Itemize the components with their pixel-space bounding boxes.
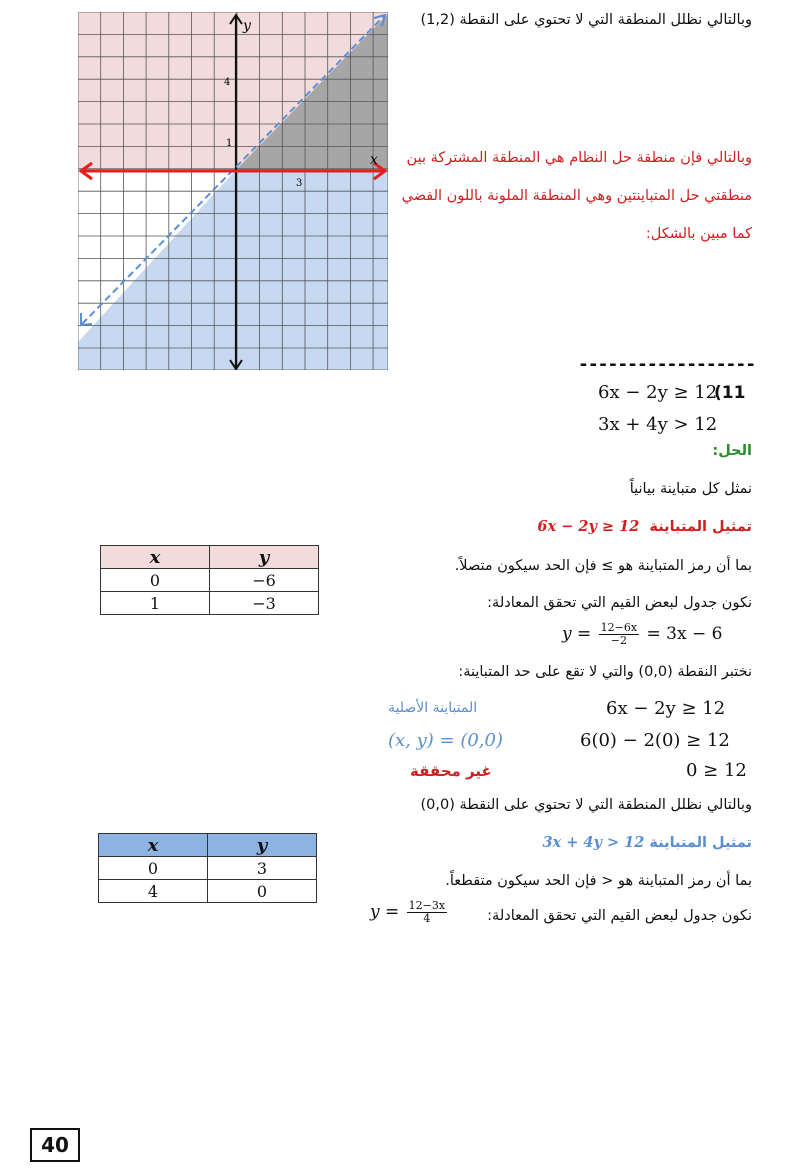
table-row bbox=[101, 592, 319, 615]
inequality-2: 3x + 4y > 12 bbox=[598, 414, 718, 435]
page-number: 40 bbox=[30, 1128, 80, 1162]
tick-x3: 3 bbox=[296, 178, 303, 189]
table-cell: −3 bbox=[210, 592, 319, 615]
graph-svg bbox=[78, 12, 390, 372]
equation-2-fraction: $\frac{12-3x}{4}$ bbox=[408, 899, 446, 925]
table-row bbox=[101, 569, 319, 592]
red-text-line-2: منطقتي حل المتباينتين وهي المنطقة الملونة باللون الفضي bbox=[401, 188, 752, 204]
table-cell: −6 bbox=[210, 569, 319, 592]
equation-1-fraction: $\frac{12-6x}{-2}$ bbox=[600, 621, 638, 647]
coordinate-graph bbox=[78, 12, 390, 372]
since-text-1: بما أن رمز المتباينة هو ≥ فإن الحد سيكون متصلاً. bbox=[454, 558, 752, 574]
table-cell: 1 bbox=[101, 592, 210, 615]
table-1-header-row bbox=[101, 546, 319, 569]
inequality-1: 6x − 2y ≥ 12 bbox=[598, 382, 718, 403]
since-text-2: بما أن رمز المتباينة هو < فإن الحد سيكون متقطعاً. bbox=[445, 873, 752, 889]
original-inequality: 6x − 2y ≥ 12 bbox=[606, 698, 726, 719]
represent-heading-1: تمثيل المتباينة 6x − 2y ≥ 12 bbox=[537, 518, 752, 535]
table-2-header-row bbox=[99, 834, 317, 857]
values-table-1 bbox=[100, 545, 319, 615]
x-axis-label: x bbox=[370, 152, 378, 168]
table-2-header-x: x bbox=[99, 834, 208, 857]
table-cell: 0 bbox=[208, 880, 317, 903]
original-inequality-label: المتباينة الأصلية bbox=[388, 700, 478, 716]
blue-region bbox=[78, 171, 388, 370]
tick-y4: 4 bbox=[224, 77, 231, 88]
represent-heading-2: تمثيل المتباينة 3x + 4y > 12 bbox=[542, 834, 752, 851]
table-cell: 3 bbox=[208, 857, 317, 880]
solution-heading: الحل: bbox=[712, 443, 752, 459]
table-cell: 0 bbox=[99, 857, 208, 880]
table-cell: 0 bbox=[101, 569, 210, 592]
table-intro-2: نكون جدول لبعض القيم التي تحقق المعادلة: bbox=[487, 908, 752, 924]
tick-y1: 1 bbox=[226, 138, 233, 149]
not-satisfied-label: غير محققة bbox=[410, 762, 492, 780]
test-point-text: نختبر النقطة (0,0) والتي لا تقع على حد المتباينة: bbox=[458, 664, 752, 680]
table-1-header-y: y bbox=[210, 546, 319, 569]
equation-1: y = $\frac{12-6x}{-2}$ = 3x − 6 bbox=[562, 621, 723, 647]
values-table-2 bbox=[98, 833, 317, 903]
represent-each-text: نمثل كل متباينة بيانياً bbox=[629, 481, 752, 497]
problem-number: (11 bbox=[714, 383, 746, 403]
separator-dashes: ------------------ bbox=[578, 354, 756, 375]
table-row bbox=[99, 857, 317, 880]
red-text-line-1: وبالتالي فإن منطقة حل النظام هي المنطقة المشتركة بين bbox=[406, 150, 752, 166]
result-inequality: 0 ≥ 12 bbox=[686, 760, 747, 781]
table-1-header-x: x bbox=[101, 546, 210, 569]
y-axis-label: y bbox=[243, 18, 251, 34]
equation-2: y = $\frac{12-3x}{4}$ bbox=[370, 899, 446, 925]
shade-text-0-0: وبالتالي نظلل المنطقة التي لا تحتوي على النقطة (0,0) bbox=[420, 797, 752, 813]
text-line-shade-1-2: وبالتالي نظلل المنطقة التي لا تحتوي على النقطة (1,2) bbox=[420, 12, 752, 28]
red-text-line-3: كما مبين بالشكل: bbox=[645, 226, 752, 242]
substitution-label: (x, y) = (0,0) bbox=[388, 730, 504, 751]
table-cell: 4 bbox=[99, 880, 208, 903]
table-intro-1: نكون جدول لبعض القيم التي تحقق المعادلة: bbox=[487, 595, 752, 611]
table-row bbox=[99, 880, 317, 903]
substituted-inequality: 6(0) − 2(0) ≥ 12 bbox=[580, 730, 730, 751]
table-2-header-y: y bbox=[208, 834, 317, 857]
